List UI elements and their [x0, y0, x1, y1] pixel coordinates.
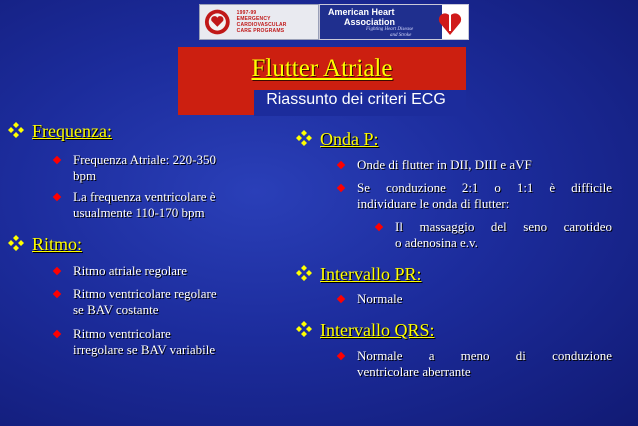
list-subitem: [376, 219, 616, 251]
red-diamond-icon: [337, 295, 345, 303]
four-diamond-icon: [296, 130, 312, 146]
heading-onda-p: [296, 128, 379, 150]
heading-intervallo-qrs: [296, 319, 435, 341]
list-item-line: individuare le onda di flutter:: [357, 196, 510, 211]
heading-label: Frequenza:: [32, 121, 112, 141]
list-item-line: La frequenza ventricolare è: [73, 189, 216, 204]
red-diamond-icon: [53, 156, 61, 164]
ecc-logo-line: 1997-99: [236, 10, 257, 16]
heading-ritmo: [8, 233, 82, 255]
list-item-line: Ritmo ventricolare: [73, 326, 171, 341]
red-diamond-icon: [337, 161, 345, 169]
heading-frequenza: [8, 120, 112, 142]
list-item: [54, 263, 264, 279]
four-diamond-icon: [8, 122, 24, 138]
red-diamond-icon: [375, 223, 383, 231]
red-diamond-icon: [53, 330, 61, 338]
list-item-line: Normale a meno di conduzione: [357, 348, 612, 363]
heading-label: Intervallo QRS:: [320, 320, 435, 340]
heading-label: Intervallo PR:: [320, 264, 422, 284]
title-banner: [178, 47, 466, 115]
aha-tagline-line: and Stroke: [390, 33, 412, 38]
ecc-seal-icon: [204, 8, 231, 36]
aha-name-line: Association: [344, 17, 396, 27]
page-subtitle: Riassunto dei criteri ECG: [254, 90, 466, 116]
ecc-logo: [199, 4, 319, 40]
header-logos: [199, 4, 469, 40]
aha-name-line: American Heart: [328, 7, 395, 17]
list-item-line: Il massaggio del seno carotideo: [395, 219, 612, 234]
aha-logo: [319, 4, 469, 40]
list-item: [338, 348, 618, 380]
list-item: [338, 291, 618, 307]
list-item-line: Onde di flutter in DII, DIII e aVF: [357, 157, 532, 172]
list-item-line: irregolare se BAV variabile: [73, 342, 216, 357]
aha-tagline-line: Fighting Heart Disease: [366, 27, 414, 32]
list-item: [54, 189, 264, 221]
list-item-line: se BAV costante: [73, 302, 159, 317]
list-item-line: Normale: [357, 291, 403, 306]
red-diamond-icon: [337, 184, 345, 192]
four-diamond-icon: [296, 321, 312, 337]
list-item: [338, 157, 618, 173]
list-item: [54, 286, 264, 318]
list-item-line: o adenosina e.v.: [395, 235, 478, 250]
red-diamond-icon: [337, 352, 345, 360]
red-diamond-icon: [53, 193, 61, 201]
list-item-line: Se conduzione 2:1 o 1:1 è difficile: [357, 180, 612, 195]
ecc-logo-line: CARE PROGRAMS: [236, 28, 285, 34]
heading-label: Onda P:: [320, 129, 379, 149]
list-item: [54, 326, 274, 358]
ecc-logo-line: EMERGENCY CARDIOVASCULAR: [236, 16, 287, 28]
list-item: [338, 180, 618, 212]
red-diamond-icon: [53, 290, 61, 298]
list-item-line: bpm: [73, 168, 97, 183]
list-item-line: Frequenza Atriale: 220-350: [73, 152, 216, 167]
list-item-line: Ritmo ventricolare regolare: [73, 286, 217, 301]
four-diamond-icon: [296, 265, 312, 281]
list-item: [54, 152, 264, 184]
page-title: Flutter Atriale: [251, 55, 393, 82]
heart-torch-icon: [438, 9, 462, 37]
list-item-line: usualmente 110-170 bpm: [73, 205, 205, 220]
four-diamond-icon: [8, 235, 24, 251]
list-item-line: Ritmo atriale regolare: [73, 263, 188, 278]
list-item-line: ventricolare aberrante: [357, 364, 471, 379]
heading-intervallo-pr: [296, 263, 422, 285]
heading-label: Ritmo:: [32, 234, 83, 254]
red-diamond-icon: [53, 267, 61, 275]
